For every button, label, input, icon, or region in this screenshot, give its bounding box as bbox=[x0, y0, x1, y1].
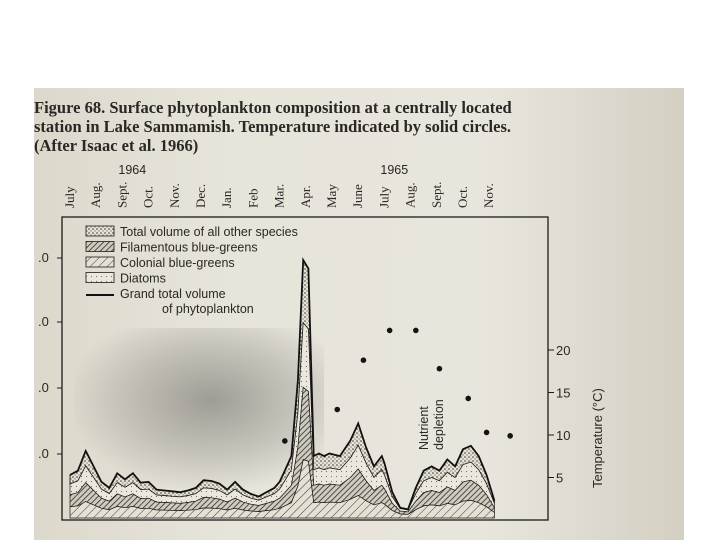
left-tick-label: .0 bbox=[38, 250, 49, 265]
month-label: Oct. bbox=[140, 185, 156, 208]
temp-tick-label: 10 bbox=[556, 428, 571, 443]
annotation-depletion: depletion bbox=[432, 399, 446, 450]
legend-label: Total volume of all other species bbox=[120, 225, 298, 239]
left-tick-label: .0 bbox=[38, 446, 49, 461]
month-label: Sept. bbox=[114, 181, 130, 208]
month-label: Nov. bbox=[481, 183, 497, 208]
annotation-nutrient: Nutrient bbox=[417, 406, 431, 450]
temp-axis-label: Temperature (°C) bbox=[590, 388, 605, 488]
temperature-dot bbox=[334, 407, 340, 413]
temp-tick-label: 15 bbox=[556, 385, 571, 401]
left-axis bbox=[38, 250, 62, 461]
month-label: Nov. bbox=[166, 183, 182, 208]
month-label: July bbox=[62, 186, 77, 208]
month-label: Sept. bbox=[428, 181, 444, 208]
temperature-dot bbox=[465, 396, 471, 402]
month-label: June bbox=[350, 184, 366, 208]
left-tick-label: .0 bbox=[38, 380, 49, 395]
month-label: Aug. bbox=[402, 182, 418, 208]
temperature-dot bbox=[507, 433, 513, 439]
month-labels bbox=[62, 182, 496, 208]
temperature-points bbox=[282, 328, 513, 444]
temperature-dot bbox=[484, 430, 490, 436]
legend-label-continued: of phytoplankton bbox=[162, 302, 254, 316]
left-tick-label: .0 bbox=[38, 314, 49, 329]
legend-swatch bbox=[86, 257, 114, 267]
legend-label: Filamentous blue-greens bbox=[120, 240, 258, 255]
month-label: May bbox=[324, 184, 339, 208]
temp-tick-label: 20 bbox=[556, 343, 571, 358]
year-labels bbox=[118, 163, 408, 177]
temperature-dot bbox=[282, 438, 288, 444]
legend-label: Grand total volume bbox=[120, 287, 226, 301]
month-label: Aug. bbox=[88, 182, 104, 208]
year-label: 1965 bbox=[380, 163, 409, 177]
year-label: 1964 bbox=[118, 163, 147, 177]
caption-line-3: (After Isaac et al. 1966) bbox=[34, 136, 199, 155]
month-label: Oct. bbox=[455, 185, 470, 208]
caption-line-2: station in Lake Sammamish. Temperature indicated by solid circles. bbox=[34, 117, 512, 136]
right-axis bbox=[548, 343, 605, 488]
legend-swatch bbox=[86, 226, 114, 236]
temperature-dot bbox=[361, 357, 367, 363]
legend bbox=[86, 225, 298, 316]
legend-label: Colonial blue-greens bbox=[120, 256, 235, 270]
caption-line-1: Figure 68. Surface phytoplankton composition at a centrally located bbox=[34, 98, 512, 117]
month-label: Feb bbox=[245, 188, 261, 208]
month-label: July bbox=[376, 186, 392, 208]
temperature-dot bbox=[413, 328, 419, 334]
temp-tick-label: 5 bbox=[556, 470, 564, 486]
legend-swatch bbox=[86, 273, 114, 283]
month-label: Dec. bbox=[193, 183, 208, 208]
legend-swatch bbox=[86, 242, 114, 252]
month-label: Jan. bbox=[219, 187, 235, 208]
temperature-dot bbox=[387, 328, 393, 334]
month-label: Apr. bbox=[297, 185, 313, 208]
temperature-dot bbox=[437, 366, 443, 372]
month-label: Mar. bbox=[271, 183, 287, 208]
legend-label: Diatoms bbox=[120, 271, 166, 286]
